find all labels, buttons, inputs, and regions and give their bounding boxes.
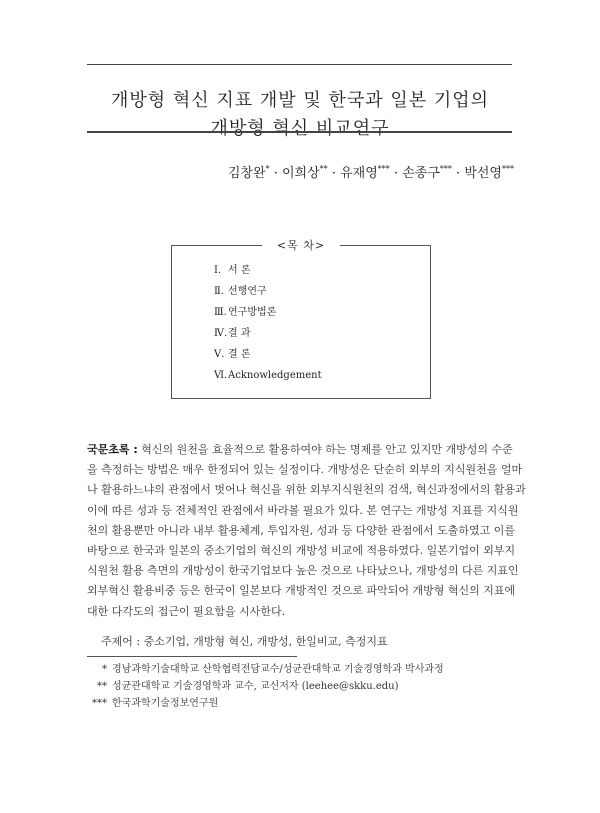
- author-mark: *: [265, 164, 270, 174]
- toc-title: <목 차>: [276, 239, 326, 252]
- toc-item: [214, 305, 322, 326]
- author-separator: ·: [331, 166, 336, 181]
- toc-item: [214, 263, 322, 284]
- toc-item-label: 선행연구: [228, 286, 267, 297]
- abstract-line: 이에 따른 성과 등 전체적인 관점에서 바라볼 필요가 있다. 본 연구는 개방성 지표를 지식원: [87, 503, 519, 517]
- toc-item-number: Ⅳ.: [214, 328, 228, 339]
- author-mark: **: [319, 164, 328, 174]
- abstract-line: 바탕으로 한국과 일본의 중소기업의 혁신의 개방성 비교에 적용하였다. 일본기업이 외부지: [87, 544, 516, 558]
- footnote-text: 성균관대학교 기술경영학과 교수, 교신저자 (leehee@skku.edu): [112, 681, 399, 692]
- toc-item: [214, 368, 322, 389]
- keywords: [101, 633, 388, 649]
- toc-item-label: 연구방법론: [228, 307, 277, 318]
- author-name: 이희상: [281, 166, 320, 181]
- footnote-rule: [87, 656, 297, 657]
- abstract-text: 혁신의 원천을 효율적으로 활용하여야 하는 명제를 안고 있지만 개방성의 수준: [141, 443, 513, 456]
- table-of-contents: [171, 239, 431, 399]
- toc-item: [214, 284, 322, 305]
- toc-item-number: Ⅴ.: [214, 349, 225, 360]
- paper-title-line-2: 개방형 혁신 비교연구: [210, 118, 390, 139]
- author-separator: ·: [456, 166, 461, 181]
- abstract-line: 대한 다각도의 접근이 필요함을 시사한다.: [87, 604, 286, 618]
- author-name: 김창완: [227, 166, 266, 181]
- footnote-text: 한국과학기술정보연구원: [112, 698, 219, 709]
- paper-title-line-1: 개방형 혁신 지표 개발 및 한국과 일본 기업의: [110, 90, 490, 111]
- abstract-line: 천의 활용뿐만 아니라 내부 활용체계, 투입자원, 성과 등 다양한 관점에서 도출하였고 이를: [87, 523, 515, 537]
- author-name: 유재영: [340, 166, 378, 181]
- toc-item-number: Ⅲ.: [214, 307, 227, 318]
- abstract-label: 국문초록 :: [87, 443, 138, 456]
- toc-item-number: Ⅰ.: [214, 265, 222, 276]
- toc-list: [214, 263, 322, 389]
- author-name: 박선영: [464, 166, 502, 181]
- footnote-mark: *: [102, 664, 107, 675]
- author-mark: ***: [377, 164, 390, 174]
- footnote: [87, 661, 444, 678]
- author-separator: ·: [393, 166, 399, 181]
- author-name: 손종구: [402, 166, 440, 181]
- toc-item-number: Ⅵ.: [214, 370, 228, 381]
- footnote-mark: **: [97, 681, 107, 692]
- abstract-line: 나 활용하느냐의 관점에서 벗어나 혁신을 위한 외부지식원천의 검색, 혁신과정에서의 활용과: [87, 483, 526, 497]
- footnote: [87, 695, 444, 712]
- abstract-line: 을 측정하는 방법은 매우 한정되어 있는 실정이다. 개방성은 단순히 외부의 지식원천을 얼마: [87, 463, 523, 477]
- title-bottom-rule: [87, 131, 512, 133]
- keywords-label: 주제어 :: [101, 635, 141, 648]
- footnotes: [87, 661, 444, 712]
- korean-abstract: [87, 440, 526, 622]
- toc-item-number: Ⅱ.: [214, 286, 224, 297]
- toc-item: [214, 347, 322, 368]
- footnote: [87, 678, 444, 695]
- abstract-line: 식원천 활용 측면의 개방성이 한국기업보다 높은 것으로 나타났으나, 개방성의 다른 지표인: [87, 564, 519, 578]
- footnote-mark: ***: [92, 698, 107, 709]
- abstract-line: 외부혁신 활용비중 등은 한국이 일본보다 개방적인 것으로 파악되어 개방형 혁신의 지표에: [87, 584, 516, 598]
- title-top-rule: [87, 64, 512, 65]
- keywords-text: 중소기업, 개방형 혁신, 개방성, 한일비교, 측정지표: [143, 635, 388, 648]
- author-list: [228, 162, 514, 181]
- abstract-line: [87, 440, 512, 460]
- toc-item-label: 결 론: [228, 349, 251, 360]
- author-separator: ·: [273, 166, 278, 181]
- toc-item-label: 서 론: [228, 265, 251, 276]
- footnote-text: 경남과학기술대학교 산학협력전담교수/성균관대학교 기술경영학과 박사과정: [112, 664, 444, 675]
- toc-item-label: 결 과: [228, 328, 251, 339]
- toc-item: [214, 326, 322, 347]
- toc-item-label: Acknowledgement: [228, 370, 322, 381]
- author-mark: ***: [502, 164, 514, 174]
- author-mark: ***: [439, 164, 452, 174]
